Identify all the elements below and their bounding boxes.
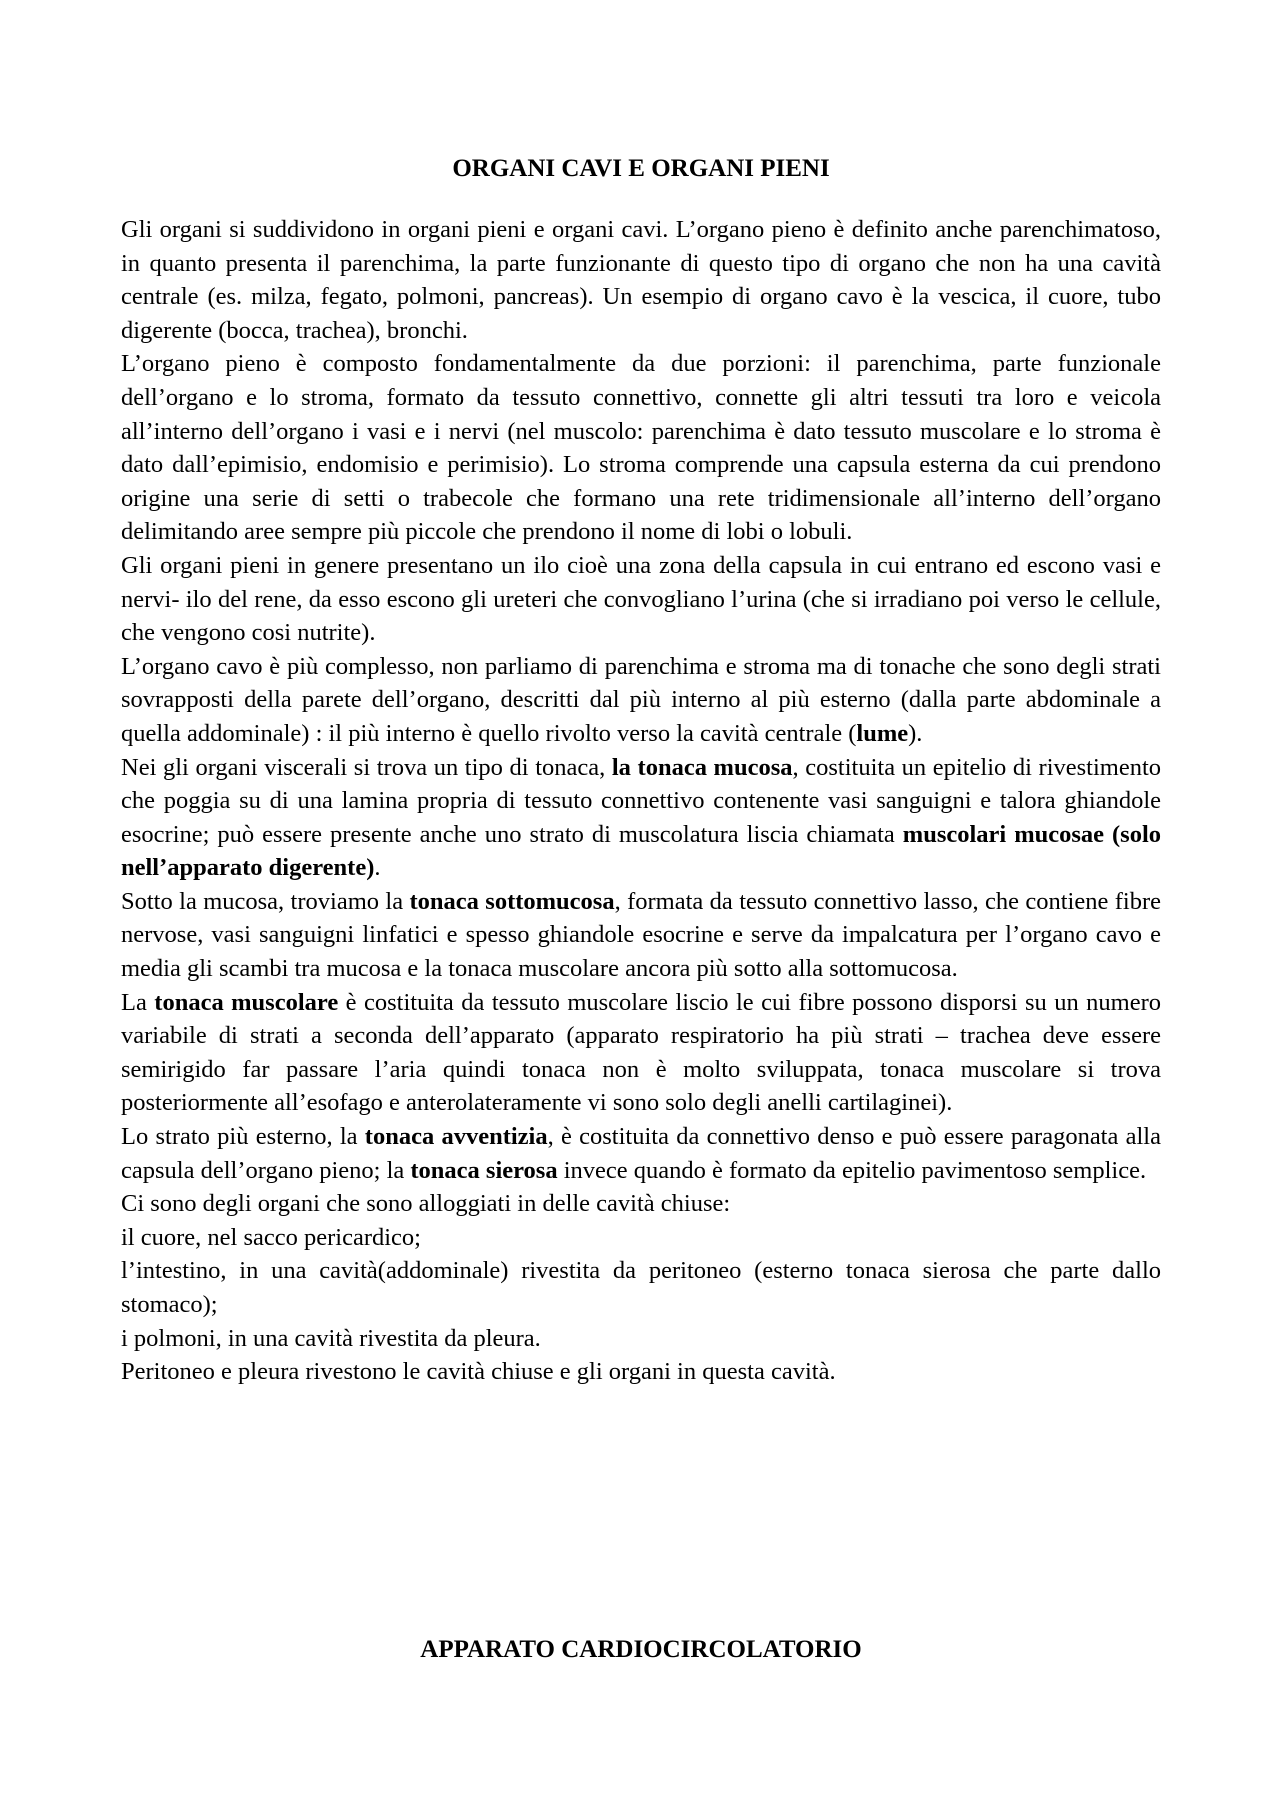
paragraph <box>121 1355 1161 1389</box>
text-segment: è costituita da tessuto muscolare liscio le cui fibre possono disporsi su un numero variabile di strati a seconda dell’apparato (apparato respiratorio ha più strati – trachea deve essere semirigido far passare l’aria quindi tonaca non è molto sviluppata, tonaca muscolare si trova posteriormente all’esofago e anterolateramente vi sono solo degli anelli cartilaginei). <box>121 988 1162 1117</box>
text-segment: . <box>374 854 381 882</box>
section-heading: APPARATO CARDIOCIRCOLATORIO <box>420 1636 862 1663</box>
paragraph <box>121 885 1161 986</box>
bold-term: tonaca avventizia <box>364 1123 548 1151</box>
text-segment: i polmoni, in una cavità rivestita da pleura. <box>121 1324 541 1352</box>
text-segment: Nei gli organi viscerali si trova un tipo di tonaca, <box>121 753 612 781</box>
paragraph <box>121 347 1161 549</box>
text-segment: , costituita un epitelio di rivestimento che poggia su di una lamina propria di tessuto connettivo contenente vasi sanguigni e talora ghiandole esocrine; può essere presente anche uno strato di muscolatura liscia chiamata <box>121 753 1162 848</box>
text-segment: Lo strato più esterno, la <box>121 1123 365 1151</box>
text-segment: invece quando è formato da epitelio pavimentoso semplice. <box>557 1156 1147 1184</box>
paragraph <box>121 549 1161 650</box>
text-segment: l’intestino, in una cavità(addominale) rivestita da peritoneo (esterno tonaca sierosa che parte dallo stomaco); <box>121 1257 1161 1318</box>
bold-term: la tonaca mucosa <box>611 753 793 781</box>
paragraph <box>121 1187 1161 1221</box>
paragraph <box>121 986 1161 1120</box>
bold-term: tonaca sottomucosa <box>409 887 615 915</box>
text-segment: Gli organi pieni in genere presentano un ilo cioè una zona della capsula in cui entrano ed escono vasi e nervi- ilo del rene, da esso escono gli ureteri che convogliano l’urina (che si irradiano poi verso le cellule, che vengono cosi nutrite). <box>121 551 1161 647</box>
text-segment: L’organo pieno è composto fondamentalmente da due porzioni: il parenchima, parte funzionale dell’organo e lo stroma, formato da tessuto connettivo, connette gli altri tessuti tra loro e veicola all’interno dell’organo i vasi e i nervi (nel muscolo: parenchima è dato tessuto muscolare e lo stroma è dato dall’epimisio, endomisio e perimisio). Lo stroma comprende una capsula esterna da cui prendono origine una serie di setti o trabecole che formano una rete tridimensionale all’interno dell’organo delimitando aree sempre più piccole che prendono il nome di lobi o lobuli. <box>121 350 1161 546</box>
text-segment: Sotto la mucosa, troviamo la <box>121 887 410 915</box>
paragraph <box>121 1322 1161 1356</box>
bold-term: tonaca muscolare <box>154 988 339 1016</box>
text-segment: Ci sono degli organi che sono alloggiati in delle cavità chiuse: <box>121 1190 731 1218</box>
paragraph <box>121 1120 1161 1187</box>
document-body <box>121 213 1161 1389</box>
text-segment: il cuore, nel sacco pericardico; <box>121 1223 421 1251</box>
page-title: ORGANI CAVI E ORGANI PIENI <box>452 155 830 182</box>
paragraph <box>121 1221 1161 1255</box>
text-segment: , formata da tessuto connettivo lasso, che contiene fibre nervose, vasi sanguigni linfatici e spesso ghiandole esocrine e serve da impalcatura per l’organo cavo e media gli scambi tra mucosa e la tonaca muscolare ancora più sotto alla sottomucosa. <box>121 887 1161 983</box>
text-segment: Peritoneo e pleura rivestono le cavità chiuse e gli organi in questa cavità. <box>121 1358 836 1386</box>
text-segment: L’organo cavo è più complesso, non parliamo di parenchima e stroma ma di tonache che sono degli strati sovrapposti della parete dell’organo, descritti dal più interno al più esterno (dalla parte abdominale a quella addominale) : il più interno è quello rivolto verso la cavità centrale ( <box>121 652 1161 747</box>
bold-term: lume <box>856 719 909 747</box>
paragraph <box>121 1254 1161 1321</box>
paragraph <box>121 650 1161 751</box>
text-segment: , è costituita da connettivo denso e può essere paragonata alla capsula dell’organo pieno; la <box>121 1123 1161 1184</box>
bold-term: muscolari mucosae (solo nell’apparato digerente) <box>121 820 1162 882</box>
text-segment: La <box>121 988 155 1016</box>
text-segment: ). <box>908 719 923 747</box>
paragraph <box>121 751 1161 885</box>
paragraph <box>121 213 1161 347</box>
bold-term: tonaca sierosa <box>410 1156 558 1184</box>
text-segment: Gli organi si suddividono in organi pieni e organi cavi. L’organo pieno è definito anche parenchimatoso, in quanto presenta il parenchima, la parte funzionante di questo tipo di organo che non ha una cavità centrale (es. milza, fegato, polmoni, pancreas). Un esempio di organo cavo è la vescica, il cuore, tubo digerente (bocca, trachea), bronchi. <box>121 216 1161 344</box>
